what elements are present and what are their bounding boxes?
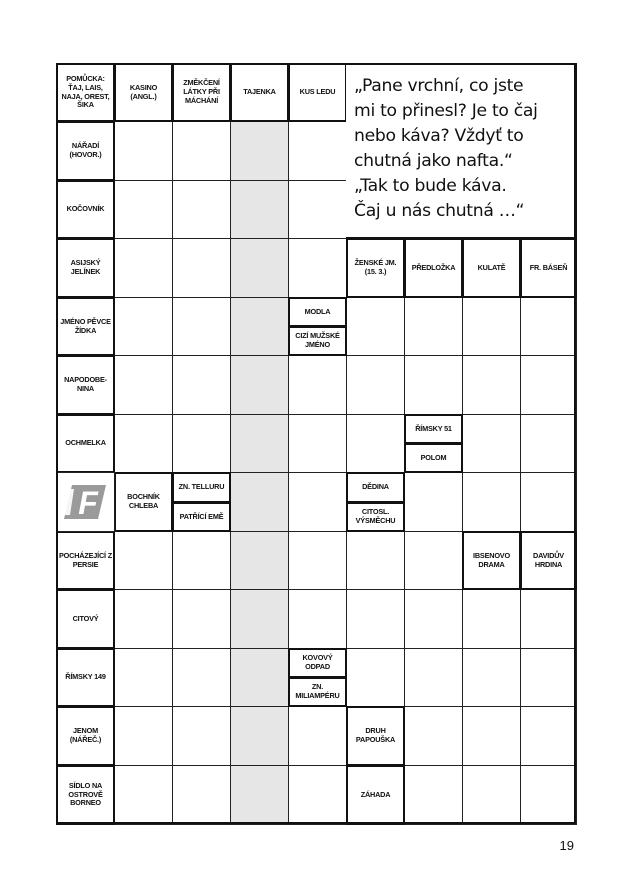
clue-cell: CITOSL. VÝSMĚCHU (346, 502, 405, 532)
clue-cell: MODLA (288, 297, 347, 327)
clue-cell: OCHMELKA (56, 414, 115, 473)
clue-cell: PŘEDLOŽKA (404, 238, 463, 298)
clue-cell: ASIJSKÝ JELÍNEK (56, 238, 115, 298)
clue-cell: IBSENOVO DRAMA (462, 531, 521, 590)
clue-cell: DĚDINA (346, 472, 405, 503)
clue-cell: PATŘÍCÍ EMĚ (172, 502, 231, 532)
clue-cell: KUS LEDU (288, 63, 347, 122)
quote-line: chutná jako nafta.“ (354, 151, 513, 171)
grid-frame (56, 63, 576, 824)
clue-cell: JMÉNO PĚVCE ŽÍDKA (56, 297, 115, 356)
clue-cell: DRUH PAPOUŠKA (346, 706, 405, 766)
clue-cell: KOČOVNÍK (56, 180, 115, 239)
clue-cell: BOCHNÍK CHLEBA (114, 472, 173, 532)
clue-cell: ŘÍMSKY 149 (56, 648, 115, 707)
clue-cell: ZN. TELLURU (172, 472, 231, 503)
quote-line: „Tak to bude káva. (354, 176, 507, 196)
clue-cell: NAPODOBE- NINA (56, 355, 115, 415)
quote-line: nebo káva? Vždyť to (354, 126, 524, 146)
clue-cell: ZMĚKČENÍ LÁTKY PŘI MÁCHÁNÍ (172, 63, 231, 122)
clue-cell: KASINO (ANGL.) (114, 63, 173, 122)
clue-cell: NÁŘADÍ (HOVOR.) (56, 121, 115, 181)
clue-cell: ŽENSKÉ JM. (15. 3.) (346, 238, 405, 298)
clue-cell: KULATĚ (462, 238, 521, 298)
logo-letter: F (78, 484, 98, 521)
clue-cell: TAJENKA (230, 63, 289, 122)
clue-cell: KOVOVÝ ODPAD (288, 648, 347, 678)
clue-cell: SÍDLO NA OSTROVĚ BORNEO (56, 765, 115, 825)
clue-cell: DAVIDŮV HRDINA (520, 531, 577, 590)
quote-line: Čaj u nás chutná …“ (354, 201, 525, 221)
clue-cell: CITOVÝ (56, 589, 115, 649)
clue-cell: CIZÍ MUŽSKÉ JMÉNO (288, 326, 347, 356)
clue-cell: FR. BÁSEŇ (520, 238, 577, 298)
clue-cell: ZN. MILIAMPÉRU (288, 677, 347, 707)
clue-cell: POCHÁZEJÍCÍ Z PERSIE (56, 531, 115, 590)
clue-cell: POMŮCKA: ŤAJ, LAIS, NAJA, OREST, ŠIKA (56, 63, 115, 122)
clue-cell: ZÁHADA (346, 765, 405, 825)
clue-cell: JENOM (NÁŘEČ.) (56, 706, 115, 766)
quote-line: „Pane vrchní, co jste (354, 76, 524, 96)
clue-cell: ŘÍMSKY 51 (404, 414, 463, 444)
quote-line: mi to přinesl? Je to čaj (354, 101, 538, 121)
page-number: 19 (559, 838, 574, 853)
clue-cell: POLOM (404, 443, 463, 473)
